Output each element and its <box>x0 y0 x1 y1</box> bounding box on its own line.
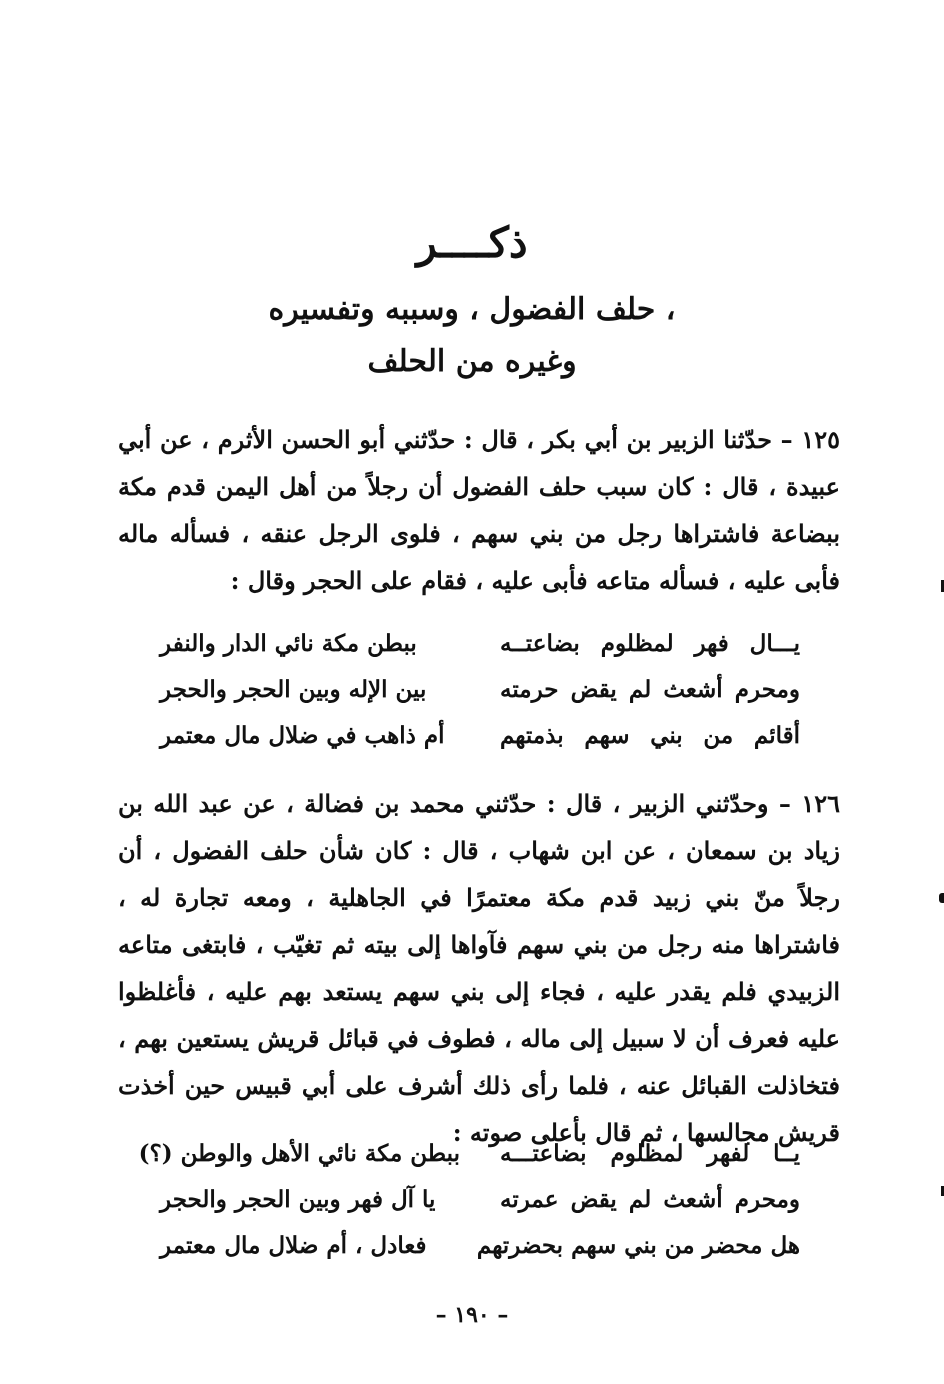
verse-second-hemistich: أم ذاهب في ضلال مال معتمر <box>160 721 445 749</box>
poem-1 <box>160 620 800 758</box>
verse-second-hemistich: يا آل فهر وبين الحجر والحجر <box>160 1185 436 1213</box>
verse-first-hemistich: ومحرم أشعث لم يقض عمرته <box>500 1185 800 1213</box>
verse-second-hemistich: فعادل ، أم ضلال مال معتمر <box>160 1231 427 1259</box>
verse-first-hemistich: يــا لفهر لمظلوم بضاعتـــه <box>500 1139 800 1167</box>
paragraph-125: ١٢٥ – حدّثنا الزبير بن أبي بكر ، قال : حدّثني أبو الحسن الأثرم ، عن أبي عبيدة ، قال : كان سبب حلف الفضول أن رجلاً من أهل اليمن قدم مكة ببضاعة فاشتراها رجل من بني سهم ، فلوى الرجل عنقه ، فسأله ماله فأبى عليه ، فسأله متاعه فأبى عليه ، فقام على الحجر وقال : <box>118 425 840 595</box>
verse <box>160 1176 800 1222</box>
verse-second-hemistich: ببطن مكة نائي الأهل والوطن (؟) <box>138 1139 460 1167</box>
chapter-subtitle-line-1: حلف الفضول ، وسببه وتفسيره ، <box>268 292 676 327</box>
verse-first-hemistich: هل محضر من بني سهم بحضرتهم <box>476 1231 800 1259</box>
chapter-subtitle-line-2: وغيره من الحلف <box>367 344 577 379</box>
verse-first-hemistich: أقائم من بني سهم بذمتهم <box>500 721 800 749</box>
verse <box>160 666 800 712</box>
verse-second-hemistich: بين الإله وبين الحجر والحجر <box>160 675 427 703</box>
verse <box>138 1130 800 1176</box>
verse <box>160 712 800 758</box>
page-number: – ١٩٠ – <box>435 1302 509 1328</box>
verse-second-hemistich: ببطن مكة نائي الدار والنفر <box>160 629 417 657</box>
verse <box>160 1222 800 1268</box>
verse-first-hemistich: ومحرم أشعث لم يقض حرمته <box>500 675 800 703</box>
verse-first-hemistich: يـــال فهر لمظلوم بضاعتــه <box>500 629 800 657</box>
poem-2 <box>138 1130 800 1268</box>
verse <box>160 620 800 666</box>
paragraph-126: ١٢٦ – وحدّثني الزبير ، قال : حدّثني محمد بن فضالة ، عن عبد الله بن زياد بن سمعان ، عن ابن شهاب ، قال : كان شأن حلف الفضول ، أن رجلاً منّ بني زبيد قدم مكة معتمرًا في الجاهلية ، ومعه تجارة له ، فاشتراها منه رجل من بني سهم فآواها إلى بيته ثم تغيّب ، فابتغى متاعه الزبيدي فلم يقدر عليه ، فجاء إلى بني سهم يستعد بهم عليه ، فأغلظوا عليه فعرف أن لا سبيل إلى ماله ، فطوف في قبائل قريش يستعين بهم ، فتخاذلت القبائل عنه ، فلما رأى ذلك أشرف على أبي قبيس حين أخذت قريش مجالسها ، ثم قال بأعلى صوته : <box>118 789 841 1147</box>
scan-margin-mark <box>939 893 944 903</box>
chapter-heading: ذكــــر <box>416 218 528 267</box>
